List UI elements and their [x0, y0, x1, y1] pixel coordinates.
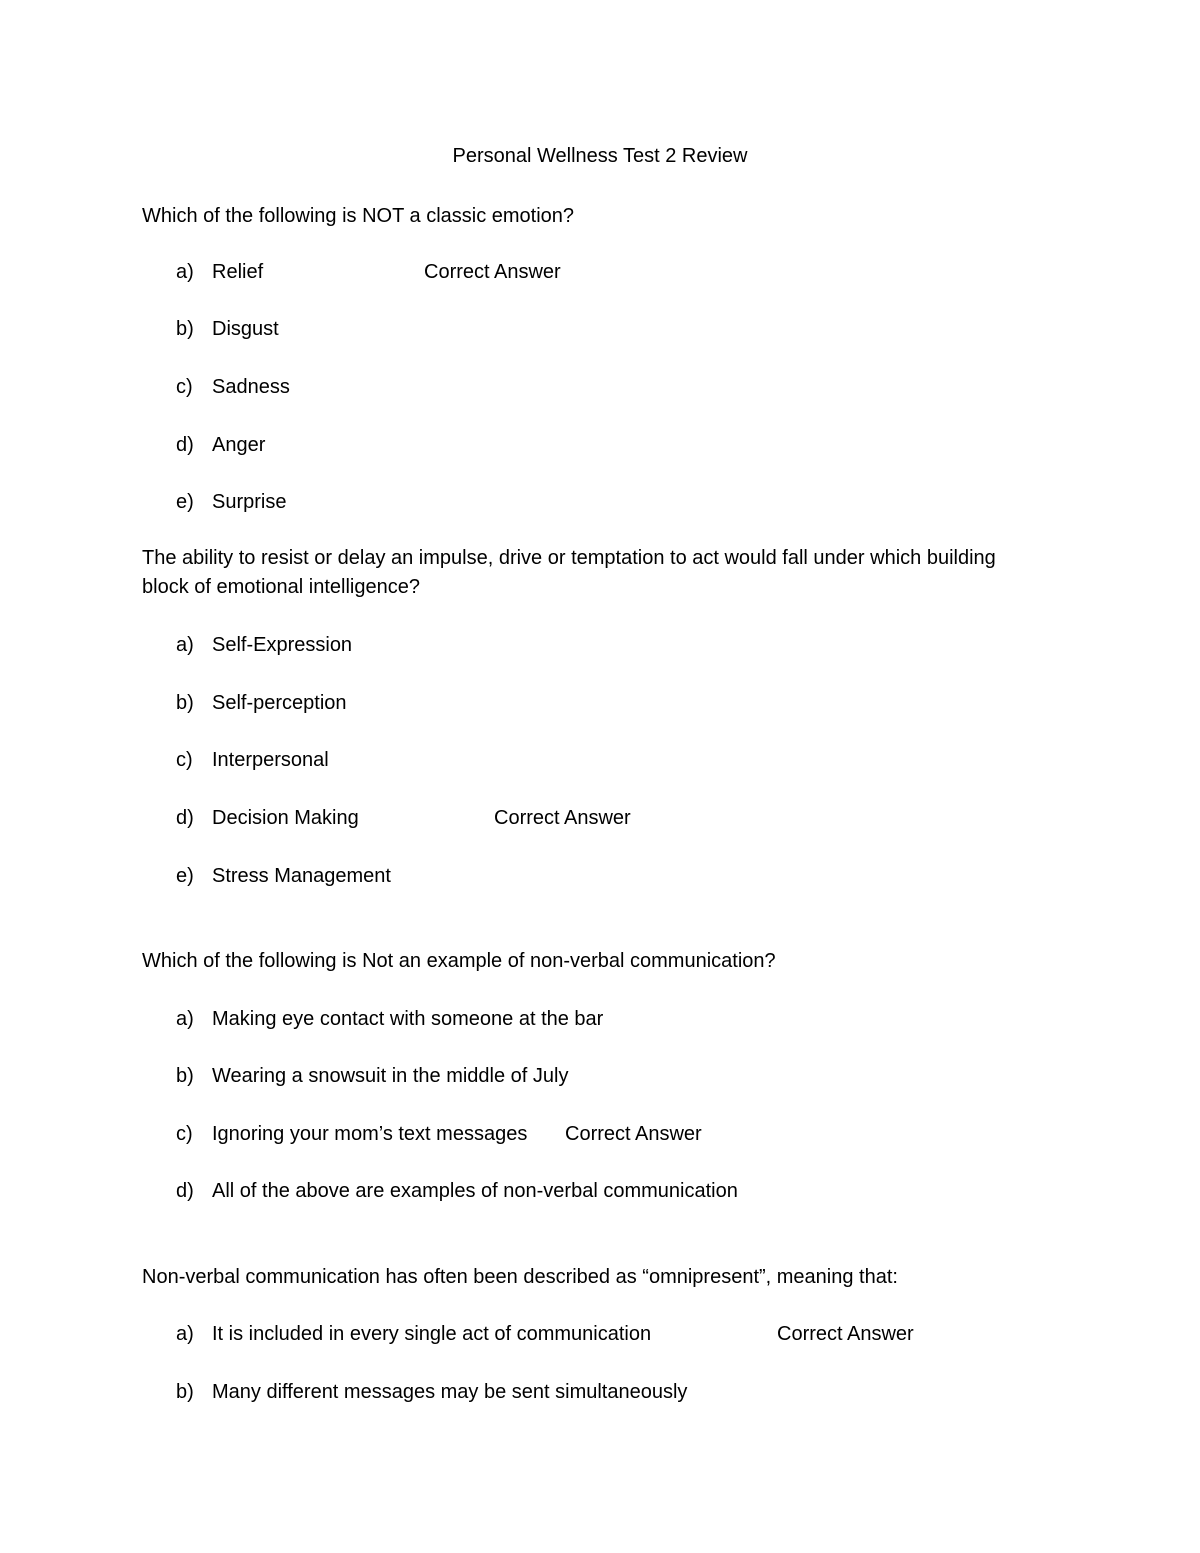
option-text: Sadness: [212, 376, 290, 398]
option-letter: a): [176, 261, 194, 283]
option-letter: e): [176, 491, 194, 513]
option-text: Relief: [212, 261, 264, 283]
option-letter: d): [176, 434, 194, 456]
option-text: Surprise: [212, 491, 287, 513]
option-letter: a): [176, 1008, 194, 1030]
option-letter: a): [176, 1323, 194, 1345]
option-text: It is included in every single act of communication: [212, 1323, 652, 1345]
option-text: All of the above are examples of non-verbal communication: [212, 1180, 738, 1202]
option-text: Interpersonal: [212, 749, 329, 771]
question-1-prompt: Which of the following is NOT a classic emotion?: [142, 205, 575, 227]
option-text: Disgust: [212, 318, 279, 340]
option-letter: d): [176, 1180, 194, 1202]
option-text: Making eye contact with someone at the bar: [212, 1008, 604, 1030]
question-2-prompt: The ability to resist or delay an impulse, drive or temptation to act would fall under which building block of emotional intelligence?: [142, 547, 996, 598]
option-text: Ignoring your mom’s text messages: [212, 1123, 528, 1145]
option-letter: b): [176, 1381, 194, 1403]
option-letter: b): [176, 1065, 194, 1087]
option-letter: c): [176, 1123, 193, 1145]
correct-answer-note: Correct Answer: [494, 807, 631, 829]
option-text: Self-perception: [212, 692, 347, 714]
question-3-prompt: Which of the following is Not an example of non-verbal communication?: [142, 950, 776, 972]
option-text: Wearing a snowsuit in the middle of July: [212, 1065, 569, 1087]
question-4-prompt: Non-verbal communication has often been described as “omnipresent”, meaning that:: [142, 1266, 898, 1288]
option-text: Many different messages may be sent simultaneously: [212, 1381, 688, 1403]
correct-answer-note: Correct Answer: [777, 1323, 914, 1345]
option-text: Stress Management: [212, 865, 391, 887]
option-text: Anger: [212, 434, 266, 456]
option-letter: c): [176, 749, 193, 771]
option-letter: b): [176, 692, 194, 714]
option-letter: a): [176, 634, 194, 656]
option-letter: c): [176, 376, 193, 398]
option-letter: e): [176, 865, 194, 887]
option-letter: b): [176, 318, 194, 340]
option-letter: d): [176, 807, 194, 829]
option-text: Self-Expression: [212, 634, 353, 656]
correct-answer-note: Correct Answer: [565, 1123, 702, 1145]
document-title: Personal Wellness Test 2 Review: [452, 145, 748, 167]
option-text: Decision Making: [212, 807, 359, 829]
correct-answer-note: Correct Answer: [424, 261, 561, 283]
